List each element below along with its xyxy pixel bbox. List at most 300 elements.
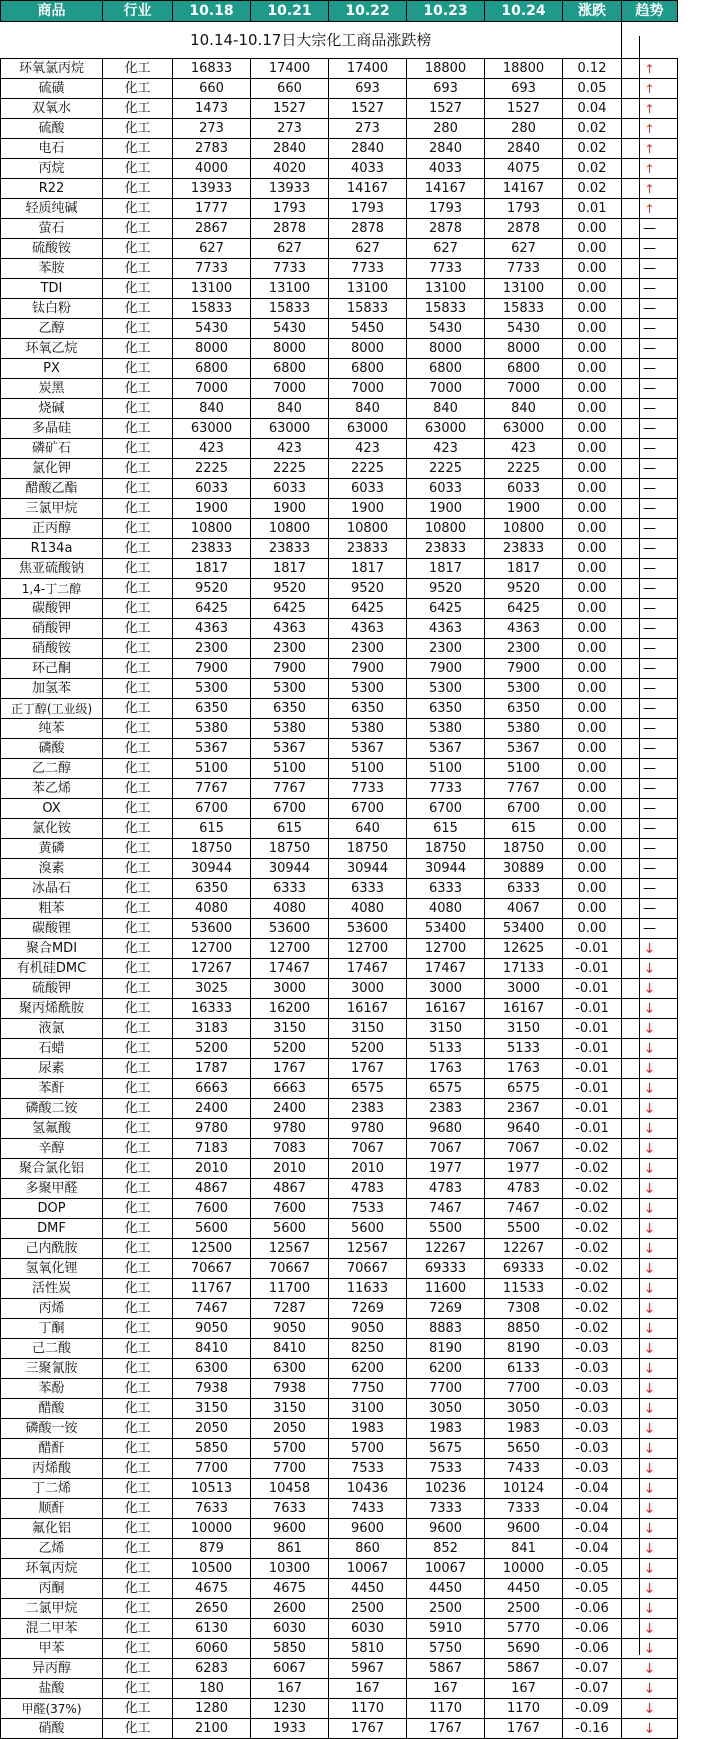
price-cell: 6425: [485, 599, 563, 619]
price-cell: 7000: [407, 379, 485, 399]
price-cell: 5910: [407, 1619, 485, 1639]
trend-down-icon: ↓: [622, 1539, 678, 1559]
price-cell: 4363: [251, 619, 329, 639]
trend-down-icon: ↓: [622, 1459, 678, 1479]
industry-cell: 化工: [103, 1439, 173, 1459]
change-cell: -0.03: [563, 1359, 622, 1379]
industry-cell: 化工: [103, 639, 173, 659]
table-row: [1, 1259, 678, 1279]
product-name-cell: 聚合氯化铝: [1, 1159, 103, 1179]
price-cell: 6575: [407, 1079, 485, 1099]
table-row: [1, 59, 678, 79]
product-name-cell: 黄磷: [1, 839, 103, 859]
industry-cell: 化工: [103, 99, 173, 119]
trend-flat-icon: —: [622, 679, 678, 699]
industry-cell: 化工: [103, 1599, 173, 1619]
table-row: [1, 1019, 678, 1039]
price-cell: 2050: [173, 1419, 251, 1439]
price-cell: 1900: [251, 499, 329, 519]
product-name-cell: DMF: [1, 1219, 103, 1239]
industry-cell: 化工: [103, 159, 173, 179]
industry-cell: 化工: [103, 799, 173, 819]
price-cell: 10000: [173, 1519, 251, 1539]
trend-up-icon: ↑: [622, 119, 678, 139]
price-cell: 10800: [329, 519, 407, 539]
table-body: [1, 59, 678, 1739]
product-name-cell: 正丁醇(工业级): [1, 699, 103, 719]
price-cell: 1777: [173, 199, 251, 219]
price-cell: 15833: [329, 299, 407, 319]
price-cell: 2867: [173, 219, 251, 239]
trend-down-icon: ↓: [622, 1719, 678, 1739]
price-cell: 7067: [485, 1139, 563, 1159]
product-name-cell: 环氧乙烷: [1, 339, 103, 359]
trend-down-icon: ↓: [622, 1379, 678, 1399]
product-name-cell: 乙醇: [1, 319, 103, 339]
price-cell: 6800: [251, 359, 329, 379]
price-cell: 11533: [485, 1279, 563, 1299]
price-cell: 6425: [329, 599, 407, 619]
price-cell: 1527: [407, 99, 485, 119]
price-cell: 15833: [251, 299, 329, 319]
price-cell: 4450: [485, 1579, 563, 1599]
industry-cell: 化工: [103, 1219, 173, 1239]
price-cell: 9600: [485, 1519, 563, 1539]
table-row: [1, 299, 678, 319]
price-cell: 4675: [251, 1579, 329, 1599]
price-cell: 11600: [407, 1279, 485, 1299]
trend-flat-icon: —: [622, 319, 678, 339]
trend-down-icon: ↓: [622, 1699, 678, 1719]
price-cell: 8190: [407, 1339, 485, 1359]
price-cell: 5600: [173, 1219, 251, 1239]
price-cell: 1977: [407, 1159, 485, 1179]
price-cell: 6700: [173, 799, 251, 819]
product-name-cell: 丙烯: [1, 1299, 103, 1319]
price-cell: 3150: [485, 1019, 563, 1039]
table-row: [1, 899, 678, 919]
price-cell: 6350: [485, 699, 563, 719]
price-cell: 1793: [485, 199, 563, 219]
trend-flat-icon: —: [622, 459, 678, 479]
price-cell: 9520: [173, 579, 251, 599]
price-cell: 7733: [173, 259, 251, 279]
industry-cell: 化工: [103, 1019, 173, 1039]
trend-flat-icon: —: [622, 339, 678, 359]
price-cell: 1977: [485, 1159, 563, 1179]
change-cell: -0.04: [563, 1519, 622, 1539]
change-cell: -0.02: [563, 1199, 622, 1219]
change-cell: 0.00: [563, 779, 622, 799]
trend-flat-icon: —: [622, 859, 678, 879]
price-cell: 9680: [407, 1119, 485, 1139]
change-cell: -0.03: [563, 1459, 622, 1479]
change-cell: 0.00: [563, 219, 622, 239]
column-header: 10.24: [485, 1, 563, 22]
change-cell: -0.01: [563, 999, 622, 1019]
price-cell: 1933: [251, 1719, 329, 1739]
price-cell: 5600: [329, 1219, 407, 1239]
price-cell: 11700: [251, 1279, 329, 1299]
product-name-cell: 硫酸: [1, 119, 103, 139]
table-row: [1, 239, 678, 259]
price-cell: 1983: [485, 1419, 563, 1439]
price-cell: 9520: [251, 579, 329, 599]
trend-down-icon: ↓: [622, 1079, 678, 1099]
price-cell: 841: [485, 1539, 563, 1559]
price-cell: 4450: [329, 1579, 407, 1599]
industry-cell: 化工: [103, 679, 173, 699]
trend-up-icon: ↑: [622, 179, 678, 199]
price-cell: 6575: [485, 1079, 563, 1099]
price-cell: 17467: [407, 959, 485, 979]
change-cell: -0.06: [563, 1619, 622, 1639]
price-cell: 10800: [251, 519, 329, 539]
price-cell: 5750: [407, 1639, 485, 1659]
price-cell: 63000: [251, 419, 329, 439]
price-cell: 12700: [407, 939, 485, 959]
table-row: [1, 959, 678, 979]
trend-flat-icon: —: [622, 699, 678, 719]
price-cell: 6333: [251, 879, 329, 899]
industry-cell: 化工: [103, 1199, 173, 1219]
price-cell: 2840: [407, 139, 485, 159]
price-cell: 53600: [173, 919, 251, 939]
price-cell: 660: [173, 79, 251, 99]
price-cell: 7733: [407, 779, 485, 799]
trend-down-icon: ↓: [622, 1579, 678, 1599]
industry-cell: 化工: [103, 1419, 173, 1439]
trend-down-icon: ↓: [622, 1359, 678, 1379]
trend-down-icon: ↓: [622, 1239, 678, 1259]
industry-cell: 化工: [103, 1619, 173, 1639]
price-cell: 17133: [485, 959, 563, 979]
price-cell: 16167: [407, 999, 485, 1019]
price-cell: 1767: [251, 1059, 329, 1079]
change-cell: 0.00: [563, 819, 622, 839]
change-cell: -0.02: [563, 1279, 622, 1299]
trend-down-icon: ↓: [622, 939, 678, 959]
trend-down-icon: ↓: [622, 959, 678, 979]
price-cell: 4450: [407, 1579, 485, 1599]
price-cell: 640: [329, 819, 407, 839]
industry-cell: 化工: [103, 79, 173, 99]
price-cell: 5690: [485, 1639, 563, 1659]
table-row: [1, 1139, 678, 1159]
price-cell: 18750: [251, 839, 329, 859]
price-cell: 10436: [329, 1479, 407, 1499]
price-cell: 53400: [485, 919, 563, 939]
price-cell: 1767: [485, 1719, 563, 1739]
product-name-cell: 硝酸铵: [1, 639, 103, 659]
price-cell: 5450: [329, 319, 407, 339]
product-name-cell: 硫酸铵: [1, 239, 103, 259]
industry-cell: 化工: [103, 1399, 173, 1419]
industry-cell: 化工: [103, 359, 173, 379]
price-cell: 63000: [329, 419, 407, 439]
industry-cell: 化工: [103, 259, 173, 279]
industry-cell: 化工: [103, 979, 173, 999]
price-cell: 10000: [485, 1559, 563, 1579]
price-cell: 15833: [407, 299, 485, 319]
price-cell: 7083: [251, 1139, 329, 1159]
table-row: [1, 1179, 678, 1199]
price-cell: 2400: [251, 1099, 329, 1119]
column-header: 10.21: [251, 1, 329, 22]
trend-flat-icon: —: [622, 239, 678, 259]
table-row: [1, 419, 678, 439]
product-name-cell: 有机硅DMC: [1, 959, 103, 979]
change-cell: 0.00: [563, 879, 622, 899]
price-cell: 30944: [251, 859, 329, 879]
price-cell: 10513: [173, 1479, 251, 1499]
price-cell: 5380: [329, 719, 407, 739]
price-cell: 18750: [329, 839, 407, 859]
industry-cell: 化工: [103, 1059, 173, 1079]
table-row: [1, 1319, 678, 1339]
price-cell: 1763: [485, 1059, 563, 1079]
industry-cell: 化工: [103, 999, 173, 1019]
price-cell: 10236: [407, 1479, 485, 1499]
table-row: [1, 1279, 678, 1299]
table-row: [1, 199, 678, 219]
product-name-cell: 萤石: [1, 219, 103, 239]
price-cell: 8000: [329, 339, 407, 359]
price-cell: 7600: [173, 1199, 251, 1219]
table-row: [1, 1079, 678, 1099]
change-cell: 0.00: [563, 839, 622, 859]
price-cell: 1900: [329, 499, 407, 519]
price-cell: 6350: [329, 699, 407, 719]
price-cell: 3150: [251, 1019, 329, 1039]
table-row: [1, 539, 678, 559]
price-cell: 1280: [173, 1699, 251, 1719]
change-cell: 0.00: [563, 639, 622, 659]
product-name-cell: 聚丙烯酰胺: [1, 999, 103, 1019]
table-row: [1, 159, 678, 179]
price-cell: 1817: [485, 559, 563, 579]
price-cell: 7467: [173, 1299, 251, 1319]
product-name-cell: 液氯: [1, 1019, 103, 1039]
price-cell: 1900: [485, 499, 563, 519]
industry-cell: 化工: [103, 1499, 173, 1519]
trend-flat-icon: —: [622, 439, 678, 459]
table-row: [1, 699, 678, 719]
trend-down-icon: ↓: [622, 1659, 678, 1679]
table-row: [1, 1719, 678, 1739]
change-cell: 0.00: [563, 519, 622, 539]
trend-down-icon: ↓: [622, 1399, 678, 1419]
change-cell: 0.00: [563, 579, 622, 599]
change-cell: -0.16: [563, 1719, 622, 1739]
trend-down-icon: ↓: [622, 979, 678, 999]
price-cell: 4080: [251, 899, 329, 919]
trend-down-icon: ↓: [622, 1119, 678, 1139]
trend-flat-icon: —: [622, 539, 678, 559]
industry-cell: 化工: [103, 839, 173, 859]
price-cell: 5850: [251, 1639, 329, 1659]
change-cell: -0.02: [563, 1259, 622, 1279]
product-name-cell: 乙烯: [1, 1539, 103, 1559]
trend-flat-icon: —: [622, 599, 678, 619]
industry-cell: 化工: [103, 439, 173, 459]
price-cell: 693: [485, 79, 563, 99]
change-cell: 0.05: [563, 79, 622, 99]
product-name-cell: 醋酐: [1, 1439, 103, 1459]
change-cell: -0.01: [563, 939, 622, 959]
price-cell: 7938: [251, 1379, 329, 1399]
price-cell: 6700: [485, 799, 563, 819]
price-cell: 4075: [485, 159, 563, 179]
trend-up-icon: ↑: [622, 159, 678, 179]
price-cell: 8410: [251, 1339, 329, 1359]
change-cell: -0.02: [563, 1299, 622, 1319]
table-title: 10.14-10.17日大宗化工商品涨跌榜: [1, 22, 622, 59]
industry-cell: 化工: [103, 179, 173, 199]
product-name-cell: 活性炭: [1, 1279, 103, 1299]
price-cell: 6067: [251, 1659, 329, 1679]
industry-cell: 化工: [103, 1039, 173, 1059]
change-cell: -0.05: [563, 1579, 622, 1599]
price-cell: 273: [173, 119, 251, 139]
price-cell: 627: [173, 239, 251, 259]
price-cell: 7700: [173, 1459, 251, 1479]
price-cell: 1473: [173, 99, 251, 119]
price-cell: 30944: [407, 859, 485, 879]
industry-cell: 化工: [103, 1639, 173, 1659]
product-name-cell: 乙二醇: [1, 759, 103, 779]
change-cell: 0.00: [563, 459, 622, 479]
trend-flat-icon: —: [622, 919, 678, 939]
product-name-cell: 甲苯: [1, 1639, 103, 1659]
industry-cell: 化工: [103, 779, 173, 799]
price-cell: 16167: [485, 999, 563, 1019]
product-name-cell: 溴素: [1, 859, 103, 879]
table-row: [1, 839, 678, 859]
product-name-cell: 正丙醇: [1, 519, 103, 539]
table-row: [1, 1459, 678, 1479]
trend-flat-icon: —: [622, 499, 678, 519]
table-row: [1, 1399, 678, 1419]
table-row: [1, 859, 678, 879]
change-cell: 0.00: [563, 699, 622, 719]
price-cell: 840: [173, 399, 251, 419]
industry-cell: 化工: [103, 459, 173, 479]
price-cell: 6333: [485, 879, 563, 899]
price-cell: 2400: [173, 1099, 251, 1119]
table-row: [1, 139, 678, 159]
product-name-cell: 环己酮: [1, 659, 103, 679]
price-cell: 5300: [329, 679, 407, 699]
price-cell: 2650: [173, 1599, 251, 1619]
industry-cell: 化工: [103, 379, 173, 399]
price-cell: 7000: [251, 379, 329, 399]
price-cell: 7900: [173, 659, 251, 679]
trend-flat-icon: —: [622, 839, 678, 859]
change-cell: -0.09: [563, 1699, 622, 1719]
price-cell: 7733: [251, 259, 329, 279]
price-cell: 7000: [173, 379, 251, 399]
price-cell: 63000: [407, 419, 485, 439]
price-cell: 6425: [251, 599, 329, 619]
price-cell: 16200: [251, 999, 329, 1019]
change-cell: -0.01: [563, 1119, 622, 1139]
price-cell: 6350: [173, 879, 251, 899]
header-row: [1, 1, 678, 22]
trend-down-icon: ↓: [622, 1199, 678, 1219]
price-cell: 7433: [329, 1499, 407, 1519]
product-name-cell: 1,4-丁二醇: [1, 579, 103, 599]
trend-flat-icon: —: [622, 719, 678, 739]
table-row: [1, 399, 678, 419]
price-cell: 1983: [329, 1419, 407, 1439]
table-row: [1, 1099, 678, 1119]
product-name-cell: 辛醇: [1, 1139, 103, 1159]
price-cell: 180: [173, 1679, 251, 1699]
table-row: [1, 579, 678, 599]
price-cell: 4080: [329, 899, 407, 919]
price-cell: 4867: [251, 1179, 329, 1199]
price-cell: 4675: [173, 1579, 251, 1599]
table-row: [1, 1239, 678, 1259]
price-cell: 280: [485, 119, 563, 139]
table-row: [1, 319, 678, 339]
price-cell: 7700: [407, 1379, 485, 1399]
product-name-cell: 烧碱: [1, 399, 103, 419]
trend-down-icon: ↓: [622, 1039, 678, 1059]
product-name-cell: 丙烷: [1, 159, 103, 179]
price-cell: 12700: [173, 939, 251, 959]
table-row: [1, 979, 678, 999]
price-cell: 1793: [329, 199, 407, 219]
product-name-cell: 尿素: [1, 1059, 103, 1079]
industry-cell: 化工: [103, 419, 173, 439]
change-cell: 0.00: [563, 599, 622, 619]
product-name-cell: 轻质纯碱: [1, 199, 103, 219]
change-cell: -0.05: [563, 1559, 622, 1579]
price-cell: 1983: [407, 1419, 485, 1439]
price-cell: 16167: [329, 999, 407, 1019]
change-cell: 0.00: [563, 859, 622, 879]
price-cell: 5100: [329, 759, 407, 779]
price-cell: 6200: [329, 1359, 407, 1379]
product-name-cell: 石蜡: [1, 1039, 103, 1059]
product-name-cell: 碳酸锂: [1, 919, 103, 939]
industry-cell: 化工: [103, 1139, 173, 1159]
price-cell: 5367: [173, 739, 251, 759]
trend-flat-icon: —: [622, 299, 678, 319]
price-cell: 12700: [251, 939, 329, 959]
price-cell: 840: [407, 399, 485, 419]
industry-cell: 化工: [103, 1379, 173, 1399]
price-cell: 7900: [485, 659, 563, 679]
table-row: [1, 1519, 678, 1539]
price-cell: 7467: [485, 1199, 563, 1219]
change-cell: 0.00: [563, 299, 622, 319]
change-cell: -0.07: [563, 1679, 622, 1699]
price-cell: 9600: [329, 1519, 407, 1539]
price-cell: 7308: [485, 1299, 563, 1319]
trend-down-icon: ↓: [622, 1479, 678, 1499]
price-cell: 7767: [251, 779, 329, 799]
price-cell: 6060: [173, 1639, 251, 1659]
price-cell: 17267: [173, 959, 251, 979]
industry-cell: 化工: [103, 819, 173, 839]
industry-cell: 化工: [103, 1299, 173, 1319]
price-cell: 12625: [485, 939, 563, 959]
price-cell: 6575: [329, 1079, 407, 1099]
price-cell: 5367: [329, 739, 407, 759]
